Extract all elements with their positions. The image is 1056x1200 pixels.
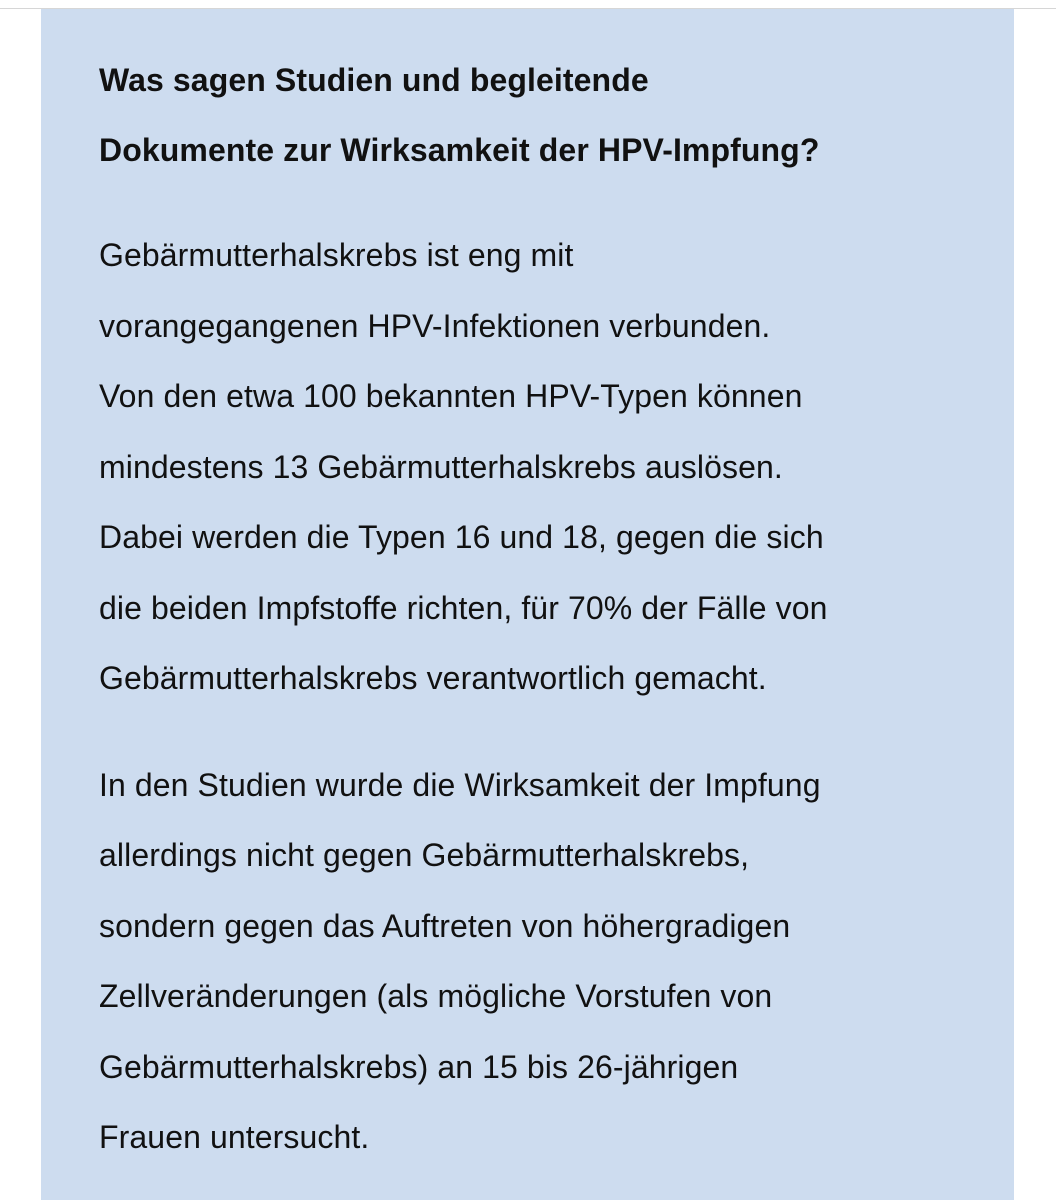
text-line: sondern gegen das Auftreten von höhergradigen bbox=[99, 907, 791, 944]
text-line: Frauen untersucht. bbox=[99, 1119, 370, 1155]
text-line: vorangegangenen HPV-Infektionen verbunden. bbox=[99, 307, 771, 344]
paragraph-1 bbox=[99, 220, 989, 714]
info-box bbox=[41, 9, 1014, 1200]
text-line: die beiden Impfstoffe richten, für 70% der Fälle von bbox=[99, 589, 828, 626]
section-heading bbox=[99, 45, 989, 185]
text-line: Gebärmutterhalskrebs) an 15 bis 26-jährigen bbox=[99, 1048, 739, 1085]
paragraph-2 bbox=[99, 750, 989, 1173]
heading-line: Was sagen Studien und begleitende bbox=[99, 62, 649, 98]
text-line: In den Studien wurde die Wirksamkeit der Impfung bbox=[99, 766, 821, 803]
text-line: allerdings nicht gegen Gebärmutterhalskrebs, bbox=[99, 837, 750, 873]
text-line: Dabei werden die Typen 16 und 18, gegen die sich bbox=[99, 519, 824, 555]
text-line: Zellveränderungen (als mögliche Vorstufen von bbox=[99, 978, 773, 1014]
text-line: mindestens 13 Gebärmutterhalskrebs auslösen. bbox=[99, 448, 783, 485]
info-box-content bbox=[99, 45, 989, 1173]
text-line: Gebärmutterhalskrebs verantwortlich gemacht. bbox=[99, 660, 767, 696]
text-line: Von den etwa 100 bekannten HPV-Typen können bbox=[99, 378, 803, 414]
text-line: Gebärmutterhalskrebs ist eng mit bbox=[99, 237, 574, 273]
heading-line: Dokumente zur Wirksamkeit der HPV-Impfung? bbox=[99, 132, 820, 168]
